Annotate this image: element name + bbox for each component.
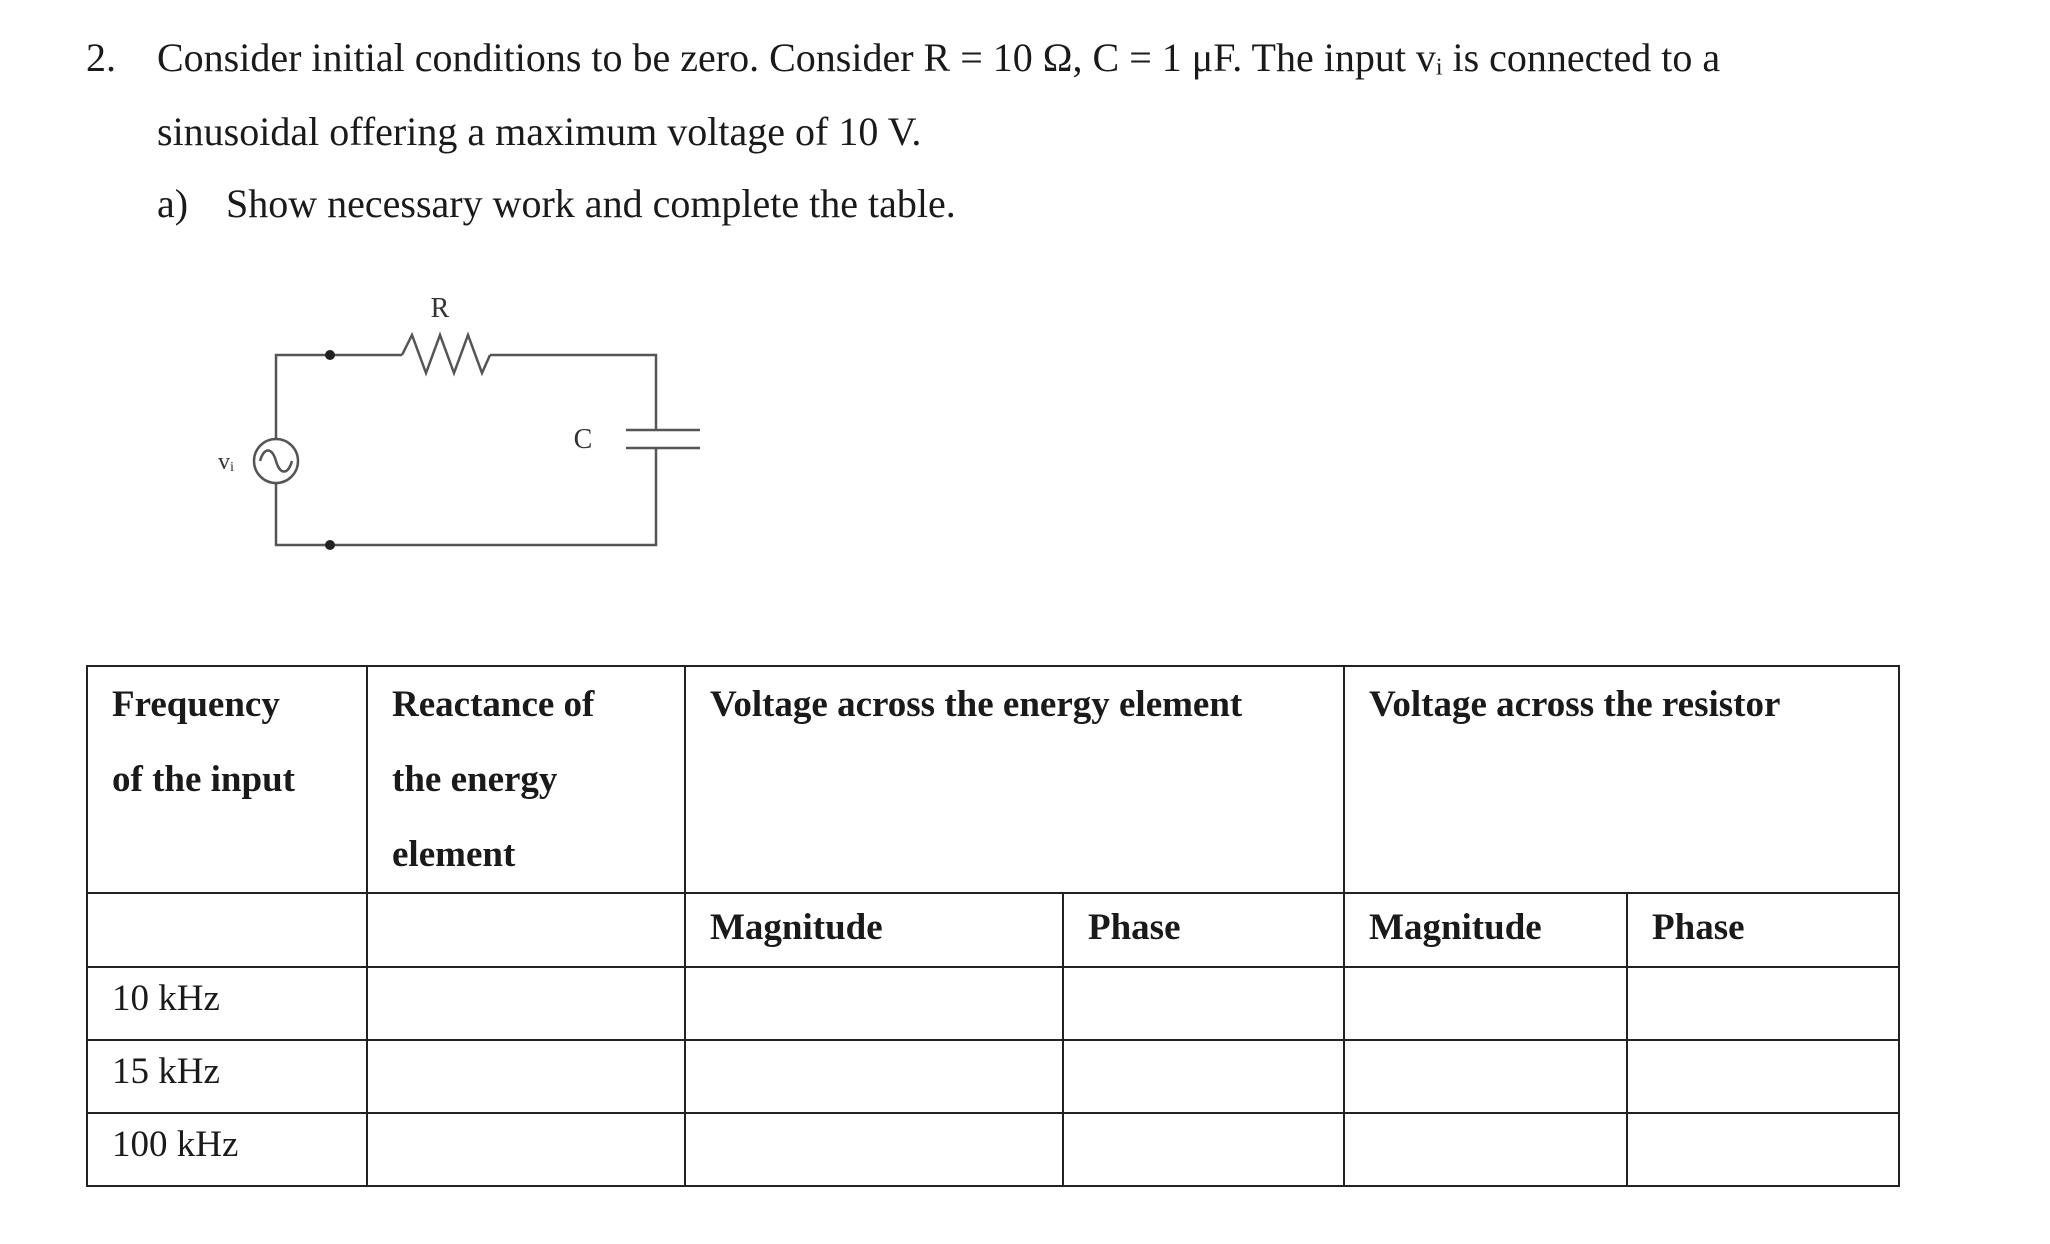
header-reactance-line-3: element <box>392 834 516 875</box>
energy-phase-cell[interactable] <box>1063 1040 1344 1113</box>
reactance-cell[interactable] <box>367 1113 685 1186</box>
wire-top-right <box>490 355 656 430</box>
subheader-empty-frequency <box>87 893 367 967</box>
rc-circuit-diagram <box>190 285 730 565</box>
subheader-empty-reactance <box>367 893 685 967</box>
table-row <box>87 967 1899 1040</box>
wire-top-left <box>276 355 330 439</box>
subheader-energy-magnitude: Magnitude <box>685 893 1063 967</box>
resistor-label: R <box>430 293 450 324</box>
question-number: 2. <box>86 35 116 80</box>
table-subheader-row <box>87 893 1899 967</box>
resistor-magnitude-cell[interactable] <box>1344 1113 1627 1186</box>
resistor-magnitude-cell[interactable] <box>1344 1040 1627 1113</box>
table-row <box>87 1113 1899 1186</box>
header-frequency-line-1: Frequency <box>112 684 280 725</box>
part-a-label: a) <box>157 181 189 226</box>
wire-bottom-right <box>330 448 656 545</box>
resistor-zigzag <box>402 335 490 373</box>
table-header-row <box>87 666 1899 893</box>
frequency-cell: 10 kHz <box>87 967 367 1040</box>
header-frequency-line-2: of the input <box>112 759 295 800</box>
header-frequency <box>87 666 367 893</box>
part-a-instruction: Show necessary work and complete the table. <box>226 181 956 226</box>
subheader-resistor-magnitude: Magnitude <box>1344 893 1627 967</box>
question-text-line-2: sinusoidal offering a maximum voltage of 10 V. <box>157 109 922 154</box>
resistor-phase-cell[interactable] <box>1627 1040 1899 1113</box>
header-reactance <box>367 666 685 893</box>
terminal-bottom <box>325 540 335 550</box>
resistor-phase-cell[interactable] <box>1627 967 1899 1040</box>
resistor-magnitude-cell[interactable] <box>1344 967 1627 1040</box>
header-voltage-energy-element <box>685 666 1344 893</box>
header-voltage-resistor <box>1344 666 1899 893</box>
reactance-cell[interactable] <box>367 1040 685 1113</box>
ac-source-sine <box>260 451 292 472</box>
resistor-phase-cell[interactable] <box>1627 1113 1899 1186</box>
source-label: vᵢ <box>218 449 234 475</box>
energy-magnitude-cell[interactable] <box>685 1040 1063 1113</box>
header-voltage-energy-element-text: Voltage across the energy element <box>710 684 1243 725</box>
header-reactance-line-1: Reactance of <box>392 684 595 725</box>
energy-phase-cell[interactable] <box>1063 1113 1344 1186</box>
frequency-cell: 100 kHz <box>87 1113 367 1186</box>
frequency-cell: 15 kHz <box>87 1040 367 1113</box>
question-text-line-1: Consider initial conditions to be zero. Consider R = 10 Ω, C = 1 μF. The input vᵢ is connected to a <box>157 35 1721 80</box>
energy-magnitude-cell[interactable] <box>685 967 1063 1040</box>
subheader-resistor-phase: Phase <box>1627 893 1899 967</box>
energy-phase-cell[interactable] <box>1063 967 1344 1040</box>
reactance-cell[interactable] <box>367 967 685 1040</box>
energy-magnitude-cell[interactable] <box>685 1113 1063 1186</box>
wire-bottom-left <box>276 483 330 545</box>
terminal-top <box>325 350 335 360</box>
answer-table <box>86 665 1900 1187</box>
table-row <box>87 1040 1899 1113</box>
header-reactance-line-2: the energy <box>392 759 558 800</box>
header-voltage-resistor-text: Voltage across the resistor <box>1369 684 1781 725</box>
capacitor-label: C <box>573 424 593 455</box>
subheader-energy-phase: Phase <box>1063 893 1344 967</box>
